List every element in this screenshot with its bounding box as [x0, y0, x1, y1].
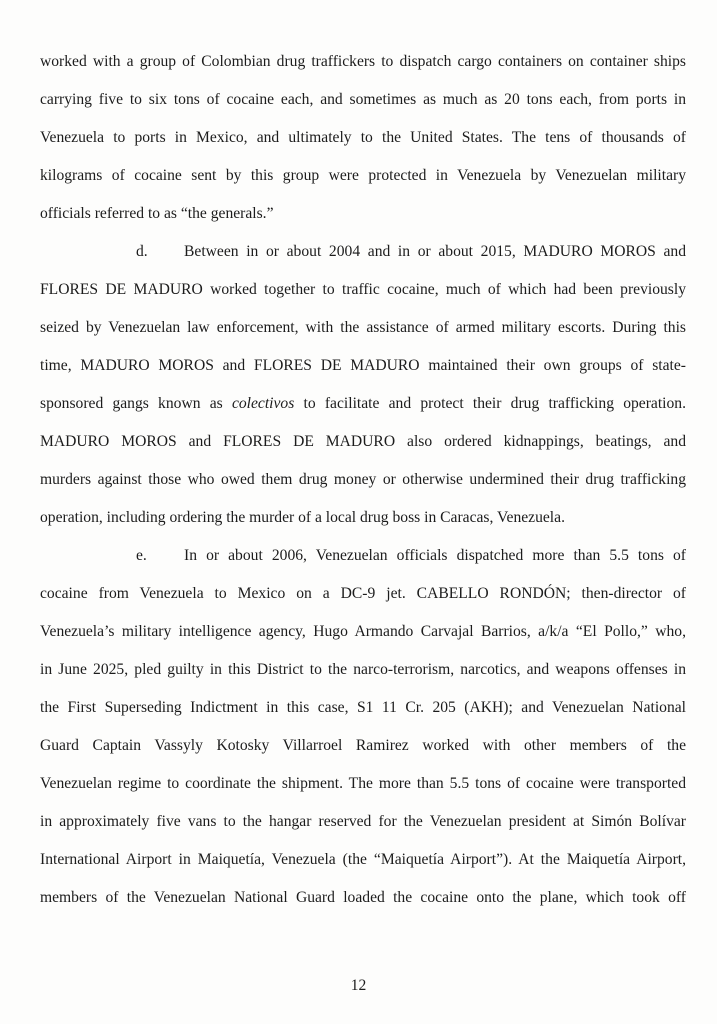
text-line: in June 2025, pled guilty in this District to the narco-terrorism, narcotics, and weapons offenses in: [40, 661, 686, 678]
text-line: Venezuelan regime to coordinate the shipment. The more than 5.5 tons of cocaine were transported: [40, 775, 686, 792]
italic-term: colectivos: [231, 395, 295, 412]
text-line: FLORES DE MADURO worked together to traffic cocaine, much of which had been previously: [40, 281, 686, 298]
text-line: worked with a group of Colombian drug traffickers to dispatch cargo containers on container ships: [40, 53, 686, 70]
text-line: Guard Captain Vassyly Kotosky Villarroel Ramirez worked with other members of the: [40, 737, 686, 754]
text-line: cocaine from Venezuela to Mexico on a DC-9 jet. CABELLO RONDÓN; then-director of: [40, 585, 686, 602]
text-line: operation, including ordering the murder of a local drug boss in Caracas, Venezuela.: [40, 509, 565, 526]
text-line-with-italic: [40, 393, 686, 415]
text-line: time, MADURO MOROS and FLORES DE MADURO maintained their own groups of state-: [40, 357, 686, 374]
text-span: In or about 2006, Venezuelan officials dispatched more than 5.5 tons of: [184, 547, 686, 564]
text-line: in approximately five vans to the hangar reserved for the Venezuelan president at Simón Bolívar: [40, 813, 686, 830]
text-line: officials referred to as “the generals.”: [40, 205, 274, 222]
text-line: seized by Venezuelan law enforcement, with the assistance of armed military escorts. During this: [40, 319, 686, 336]
text-line: the First Superseding Indictment in this case, S1 11 Cr. 205 (AKH); and Venezuelan National: [40, 699, 686, 716]
text-line: kilograms of cocaine sent by this group were protected in Venezuela by Venezuelan military: [40, 167, 686, 184]
text-span: to facilitate and protect their drug trafficking operation.: [303, 395, 686, 412]
paragraph-d-first-line: [136, 241, 686, 263]
paragraph-e-first-line: [136, 545, 686, 567]
text-line: murders against those who owed them drug money or otherwise undermined their drug trafficking: [40, 471, 686, 488]
page-number: 12: [350, 977, 367, 994]
text-line: International Airport in Maiquetía, Venezuela (the “Maiquetía Airport”). At the Maiquetía Airport,: [40, 851, 686, 868]
paragraph-marker: d.: [136, 243, 148, 260]
paragraph-marker: e.: [136, 547, 147, 564]
text-span: sponsored gangs known as: [40, 395, 223, 412]
text-line: Venezuela’s military intelligence agency, Hugo Armando Carvajal Barrios, a/k/a “El Pollo,” who,: [40, 623, 686, 640]
text-span: Between in or about 2004 and in or about 2015, MADURO MOROS and: [184, 243, 686, 260]
text-line: MADURO MOROS and FLORES DE MADURO also ordered kidnappings, beatings, and: [40, 433, 686, 450]
text-line: Venezuela to ports in Mexico, and ultimately to the United States. The tens of thousands of: [40, 129, 686, 146]
text-line: carrying five to six tons of cocaine each, and sometimes as much as 20 tons each, from ports in: [40, 91, 686, 108]
text-line: members of the Venezuelan National Guard loaded the cocaine onto the plane, which took off: [40, 889, 686, 906]
